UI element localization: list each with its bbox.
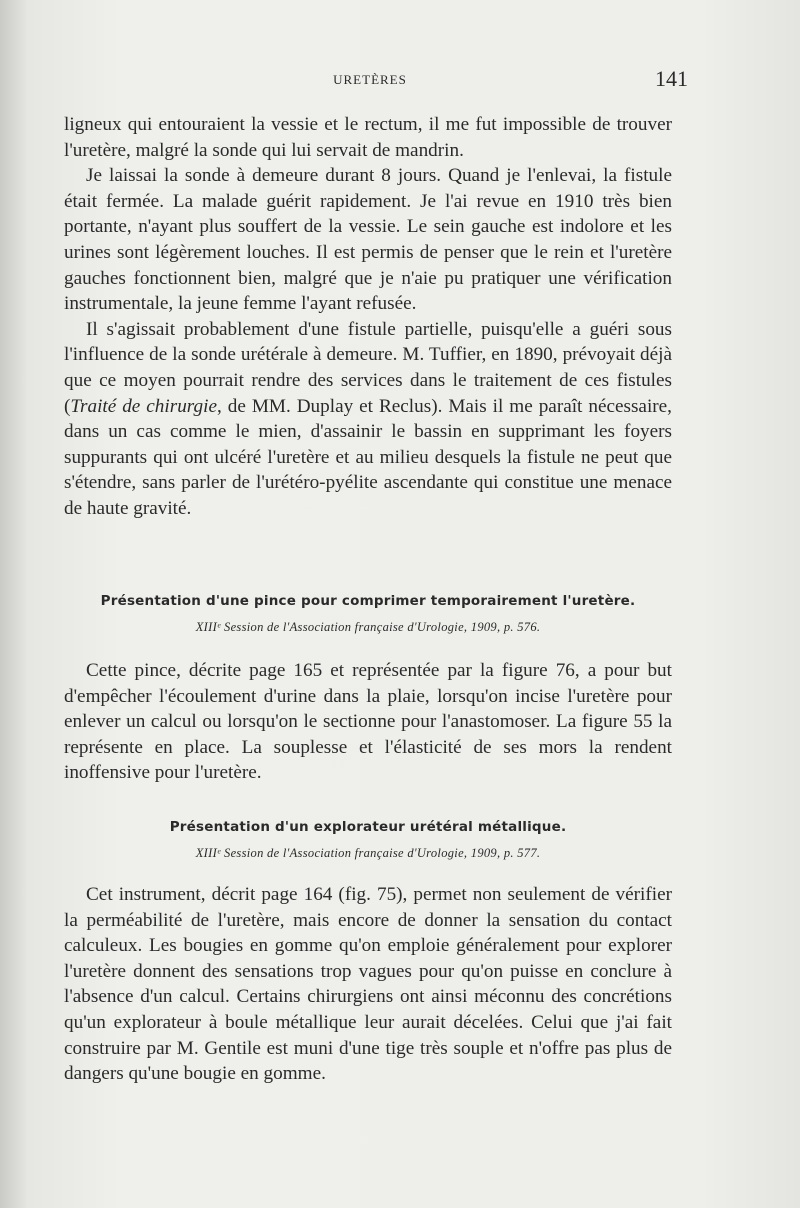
running-title: URETÈRES xyxy=(333,72,407,87)
discussion-text-start: Il s'agissait probablement d'une fistule partielle, puisqu'elle a guéri sous l'influence de la sonde urétérale à demeure. M. Tuffier, en 1890, prévoyait déjà que ce moyen pourrait rendre des services dans le traitement de ces fistules ( xyxy=(64,318,672,417)
paragraph-follow-up: Je laissai la sonde à demeure durant 8 jours. Quand je l'enlevai, la fistule était fermée. La malade guérit rapidement. Je l'ai revue en 1910 très bien portante, n'ayant plus souffert de la vessie. Le sein gauche est indolore et les urines sont légèrement louches. Il est permis de penser que le rein et l'uretère gauches fonctionnent bien, malgré que je n'aie pu pratiquer une vérification instrumentale, la jeune femme l'ayant refusée. xyxy=(64,165,672,315)
discussion-text-end: , de MM. Duplay et Reclus). Mais il me paraît nécessaire, dans un cas comme le mien, d'assainir le bassin en supprimant les foyers suppurants qui ont ulcéré l'uretère et au milieu desquels la fistule ne peut que s'étendre, sans parler de l'urétéro-pyélite ascendante qui constitue une menace de haute gravité. xyxy=(64,395,672,519)
text-block-explorer xyxy=(64,882,672,1087)
paragraph-continued: ligneux qui entouraient la vessie et le rectum, il me fut impossible de trouver l'uretère, malgré la sonde qui lui servait de mandrin. xyxy=(64,114,672,161)
section-heading-clamp: Présentation d'une pince pour comprimer temporairement l'uretère. xyxy=(100,593,636,609)
book-title-citation: Traité de chirurgie xyxy=(70,395,217,417)
page-number: 141 xyxy=(655,66,688,91)
section-reference-clamp: XIIIᵉ Session de l'Association française d'Urologie, 1909, p. 576. xyxy=(195,620,541,634)
text-block-clamp xyxy=(64,658,672,786)
section-reference-explorer: XIIIᵉ Session de l'Association française d'Urologie, 1909, p. 577. xyxy=(195,846,541,860)
paragraph-explorer: Cet instrument, décrit page 164 (fig. 75), permet non seulement de vérifier la perméabilité de l'uretère, mais encore de donner la sensation du contact calculeux. Les bougies en gomme qu'on emploie généralement pour explorer l'uretère donnent des sensations trop vagues pour qu'on puisse en conclure à l'absence d'un calcul. Certains chirurgiens ont ainsi méconnu des concrétions qu'un explorateur à boule métallique leur aurait décelées. Celui que j'ai fait construire par M. Gentile est muni d'une tige très souple et n'offre pas plus de dangers qu'une bougie en gomme. xyxy=(64,884,672,1085)
paragraph-clamp: Cette pince, décrite page 165 et représentée par la figure 76, a pour but d'empêcher l'écoulement d'urine dans la plaie, lorsqu'on incise l'uretère pour enlever un calcul ou lorsqu'on le sectionne pour l'anastomoser. La figure 55 la représente en place. La souplesse et l'élasticité de ses mors la rendent inoffensive pour l'uretère. xyxy=(64,660,672,784)
text-block-continuation xyxy=(64,112,672,522)
paragraph-discussion xyxy=(64,317,672,522)
section-heading-explorer: Présentation d'un explorateur urétéral métallique. xyxy=(169,819,567,835)
